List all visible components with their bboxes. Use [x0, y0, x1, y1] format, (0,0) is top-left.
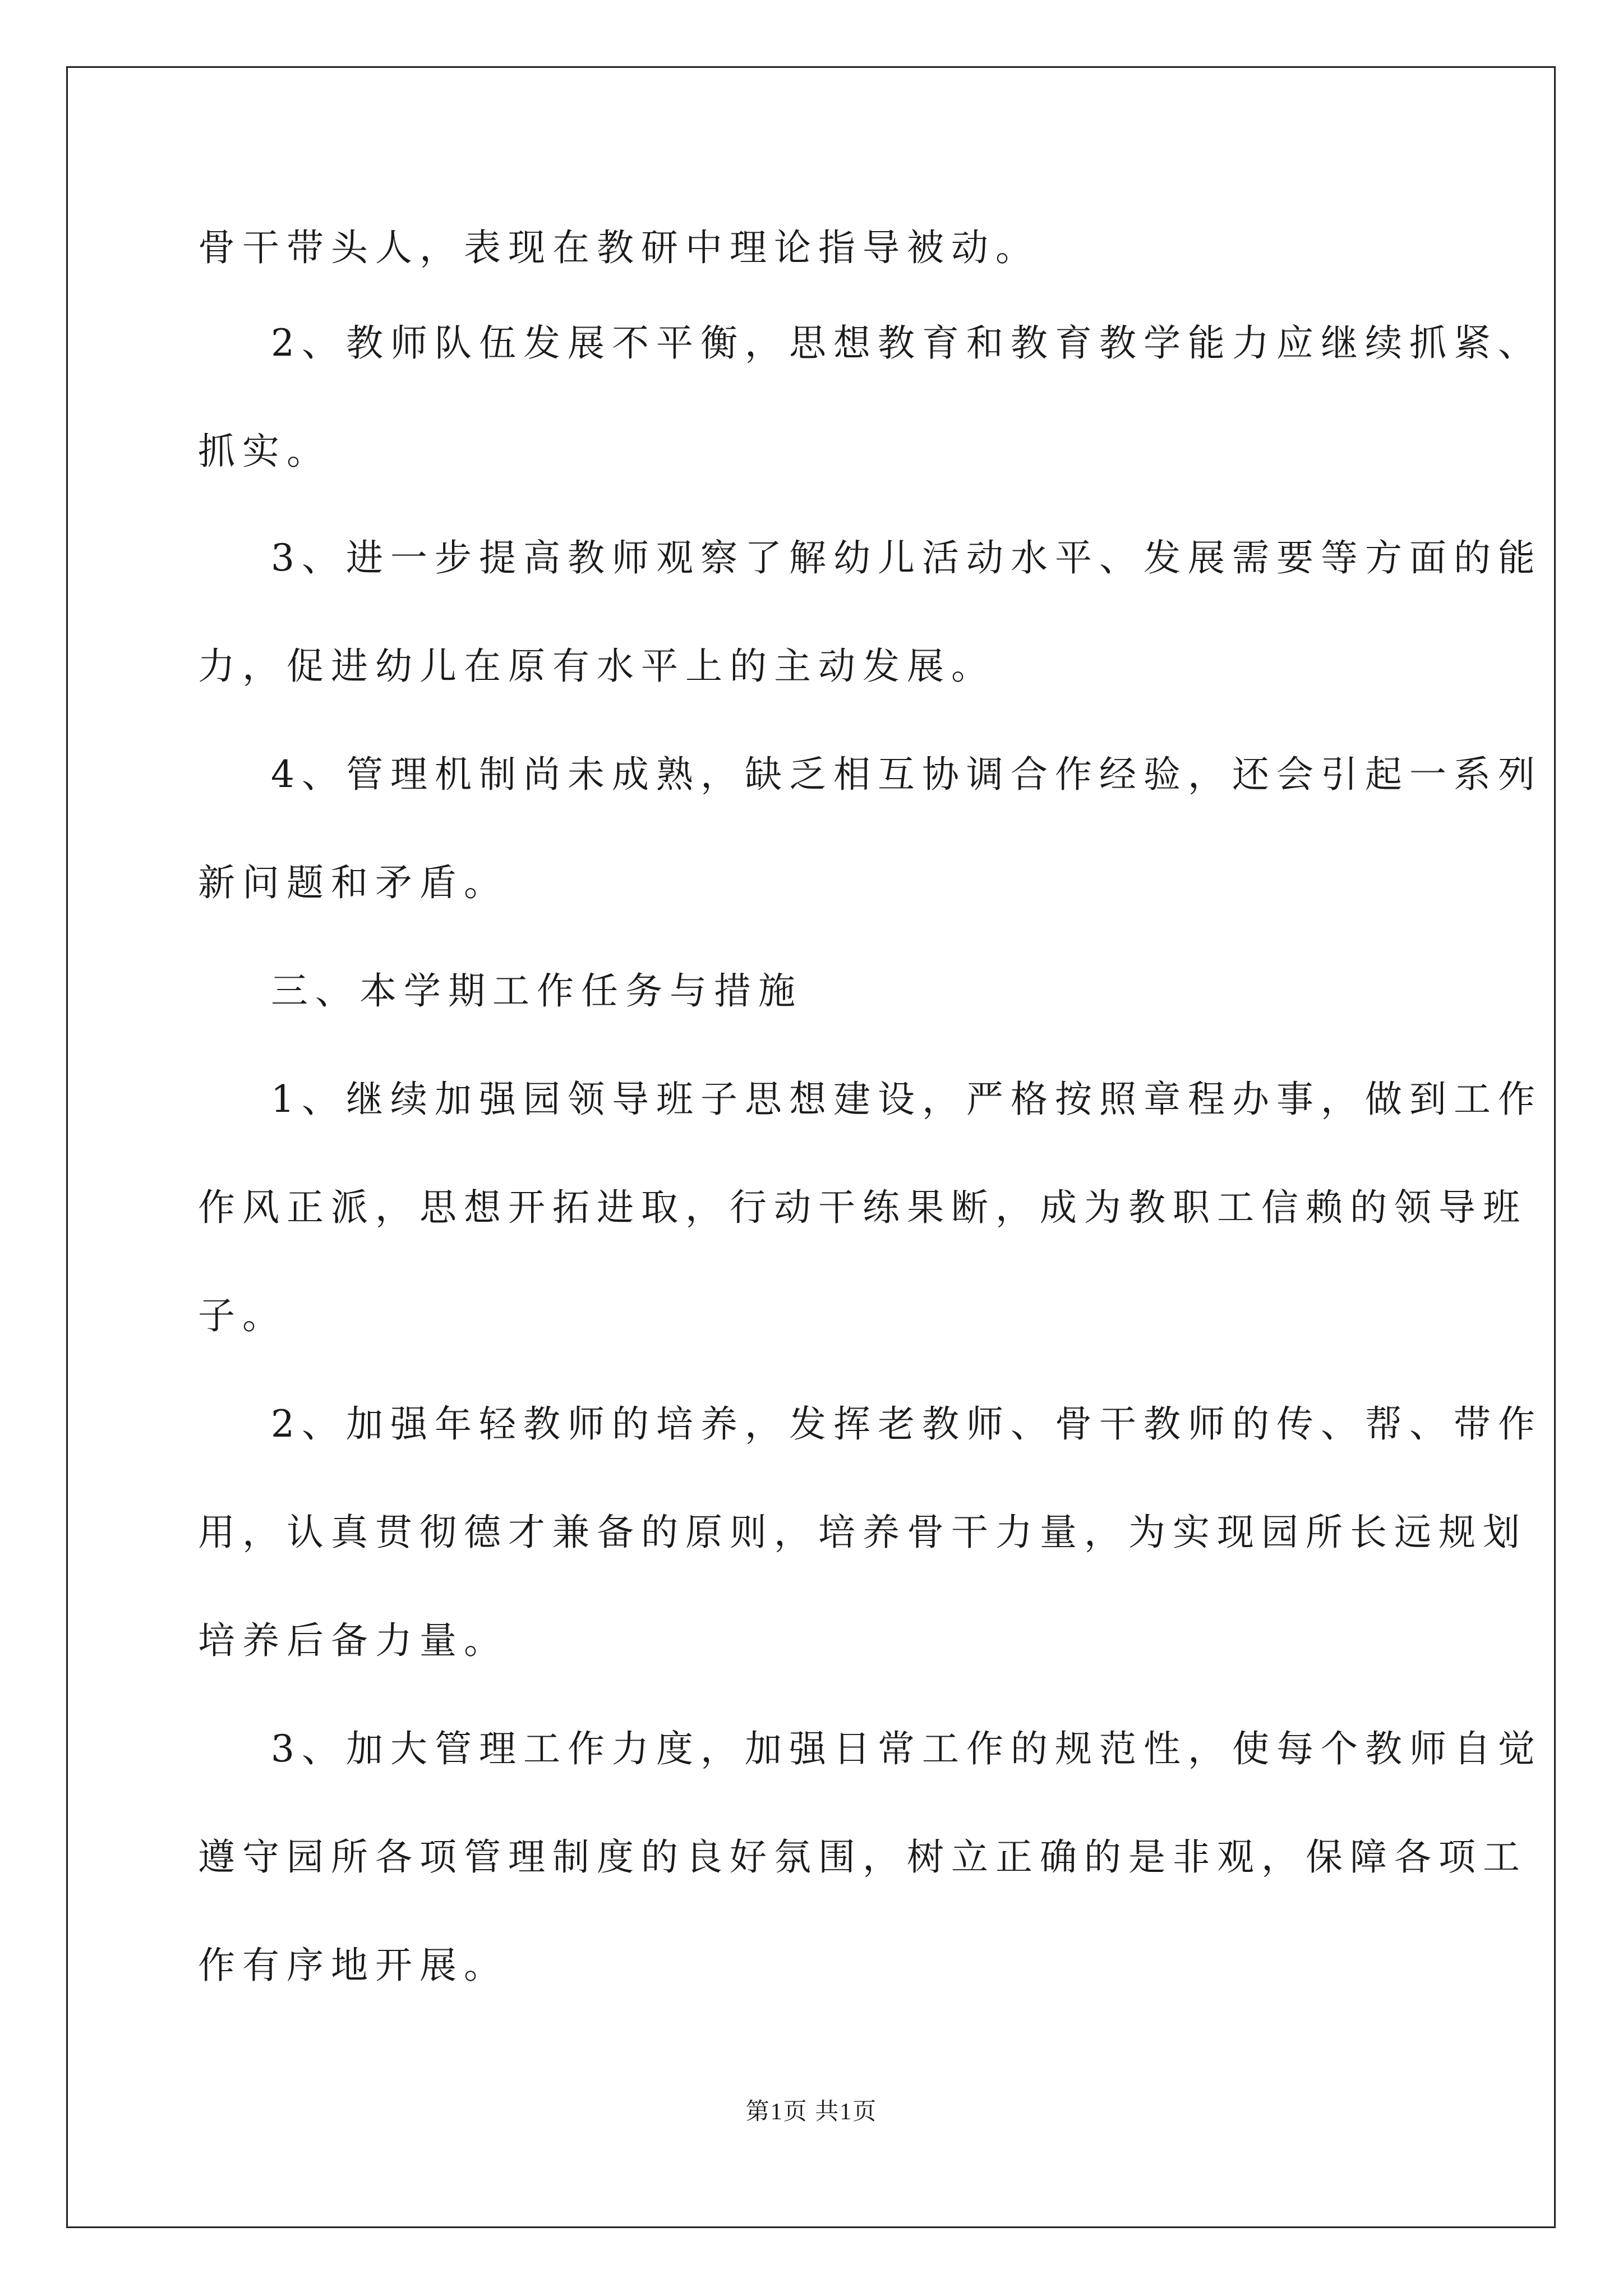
text-line: 作风正派，思想开拓进取，行动干练果断，成为教职工信赖的领导班: [198, 1186, 1527, 1229]
text-line: 培养后备力量。: [198, 1619, 508, 1662]
text-line: 3、进一步提高教师观察了解幼儿活动水平、发展需要等方面的能: [271, 536, 1542, 579]
text-line: 力，促进幼儿在原有水平上的主动发展。: [198, 645, 995, 688]
text-line: 用，认真贯彻德才兼备的原则，培养骨干力量，为实现园所长远规划: [198, 1511, 1527, 1554]
text-line: 4、管理机制尚未成熟，缺乏相互协调合作经验，还会引起一系列: [271, 753, 1542, 796]
text-line: 子。: [198, 1294, 287, 1337]
text-line: 2、教师队伍发展不平衡，思想教育和教育教学能力应继续抓紧、: [271, 321, 1542, 365]
text-line: 骨干带头人，表现在教研中理论指导被动。: [198, 226, 1040, 269]
page-footer: 第1页 共1页: [745, 2099, 878, 2125]
page-border: [66, 66, 1556, 2228]
text-line: 抓实。: [198, 430, 331, 473]
text-line: 1、继续加强园领导班子思想建设，严格按照章程办事，做到工作: [271, 1078, 1542, 1121]
text-line: 新问题和矛盾。: [198, 861, 508, 904]
section-heading: 三、本学期工作任务与措施: [271, 969, 803, 1013]
text-line: 作有序地开展。: [198, 1944, 508, 1987]
text-line: 遵守园所各项管理制度的良好氛围，树立正确的是非观，保障各项工: [198, 1835, 1527, 1879]
text-line: 3、加大管理工作力度，加强日常工作的规范性，使每个教师自觉: [271, 1727, 1542, 1770]
text-line: 2、加强年轻教师的培养，发挥老教师、骨干教师的传、帮、带作: [271, 1402, 1542, 1446]
